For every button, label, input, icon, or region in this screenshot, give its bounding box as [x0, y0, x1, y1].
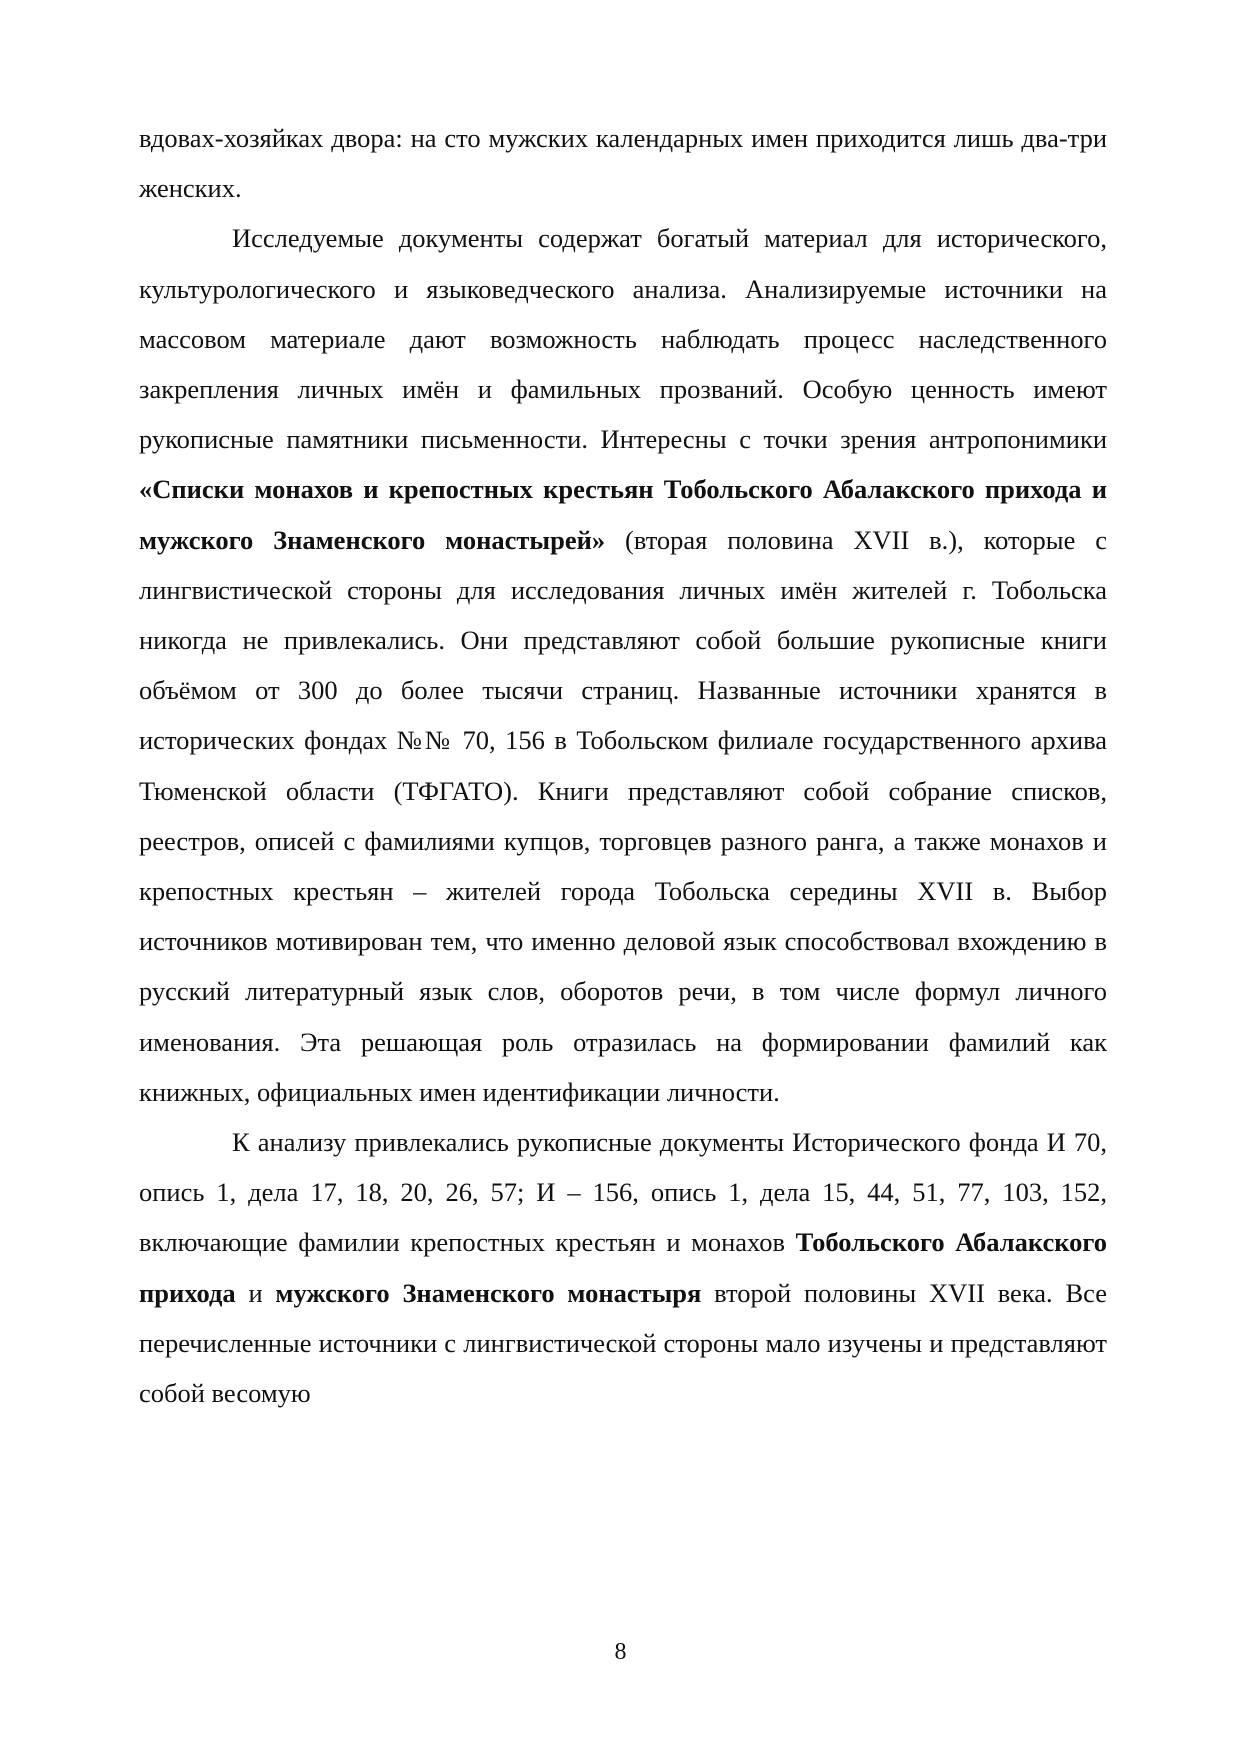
paragraph-3-text-end: второй половины XVII века. Все перечисленные источники с лингвистической стороны мало изучены и представляют собой весомую	[139, 1277, 1107, 1409]
paragraph-continued	[139, 113, 1107, 213]
paragraph-2-text-end: (вторая половина XVII в.), которые с лингвистической стороны для исследования личных имён жителей г. Тобольска никогда не привлекались. Они представляют собой большие рукописные книги объёмом от 300 до более тысячи страниц. Названные источники хранятся в исторических фондах №№ 70, 156 в Тобольском филиале государственного архива Тюменской области (ТФГАТО). Книги представляют собой собрание списков, реестров, описей с фамилиями купцов, торговцев разного ранга, а также монахов и крепостных крестьян – жителей города Тобольска середины XVII в. Выбор источников мотивирован тем, что именно деловой язык способствовал вхождению в русский литературный язык слов, оборотов речи, в том числе формул личного именования. Эта решающая роль отразилась на формировании фамилий как книжных, официальных имен идентификации личности.	[139, 524, 1108, 1107]
document-body	[139, 113, 1107, 1418]
paragraph-3-bold-parish: Тобольского Абалакского прихода	[139, 1227, 1107, 1308]
paragraph-sources-description	[139, 213, 1107, 1117]
paragraph-3-conjunction: и	[235, 1277, 276, 1308]
paragraph-2-bold-title: «Списки монахов и крепостных крестьян Тобольского Абалакского прихода и мужского Знаменского монастырей»	[139, 474, 1107, 555]
paragraph-archive-documents	[139, 1117, 1107, 1418]
paragraph-3-bold-monastery: мужского Знаменского монастыря	[275, 1277, 702, 1308]
page-number: 8	[614, 1639, 627, 1665]
paragraph-2-text-start: Исследуемые документы содержат богатый материал для исторического, культурологического и языковедческого анализа. Анализируемые источники на массовом материале дают возможность наблюдать процесс наследственного закрепления личных имён и фамильных прозваний. Особую ценность имеют рукописные памятники письменности. Интересны с точки зрения антропонимики	[139, 223, 1107, 455]
paragraph-1-text: вдовах-хозяйках двора: на сто мужских календарных имен приходится лишь два-три женских.	[139, 123, 1107, 204]
paragraph-3-text-start: К анализу привлекались рукописные документы Исторического фонда И 70, опись 1, дела 17, 18, 20, 26, 57; И – 156, опись 1, дела 15, 44, 51, 77, 103, 152, включающие фамилии крепостных крестьян и монахов	[139, 1127, 1107, 1258]
